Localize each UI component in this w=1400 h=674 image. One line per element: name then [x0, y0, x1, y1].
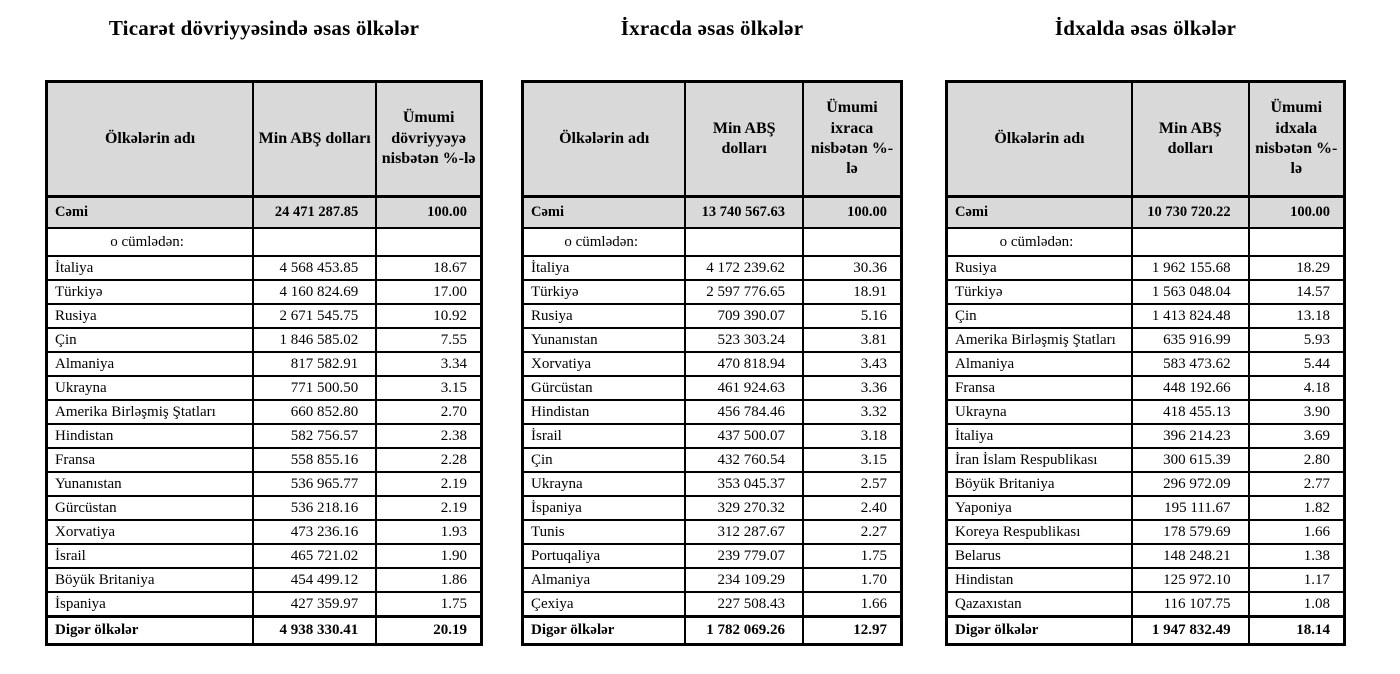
- country-percent: 4.18: [1249, 376, 1345, 400]
- country-row: [523, 448, 902, 472]
- country-row: [523, 568, 902, 592]
- country-name: İsrail: [523, 424, 686, 448]
- imports-title: İdxalda əsas ölkələr: [1054, 16, 1237, 40]
- country-value: 300 615.39: [1132, 448, 1249, 472]
- total-label: Cəmi: [523, 197, 686, 229]
- other-countries-row: [523, 617, 902, 645]
- country-row: [523, 352, 902, 376]
- country-name: Almaniya: [947, 352, 1132, 376]
- subheading-row: [947, 228, 1345, 256]
- other-countries-percent: 20.19: [376, 617, 481, 645]
- country-value: 353 045.37: [685, 472, 802, 496]
- country-percent: 10.92: [376, 304, 481, 328]
- country-value: 1 413 824.48: [1132, 304, 1249, 328]
- country-row: [523, 424, 902, 448]
- country-row: [47, 400, 482, 424]
- country-row: [523, 544, 902, 568]
- country-percent: 2.27: [803, 520, 902, 544]
- country-row: [947, 376, 1345, 400]
- country-value: 1 846 585.02: [253, 328, 376, 352]
- country-value: 432 760.54: [685, 448, 802, 472]
- country-value: 437 500.07: [685, 424, 802, 448]
- country-percent: 1.17: [1249, 568, 1345, 592]
- country-value: 583 473.62: [1132, 352, 1249, 376]
- other-countries-value: 1 782 069.26: [685, 617, 802, 645]
- trade-turnover-title: Ticarət dövriyyəsində əsas ölkələr: [108, 16, 420, 40]
- country-value: 536 965.77: [253, 472, 376, 496]
- country-value: 660 852.80: [253, 400, 376, 424]
- country-row: [47, 256, 482, 280]
- country-percent: 1.75: [803, 544, 902, 568]
- country-name: Türkiyə: [47, 280, 254, 304]
- subheading-label: o cümlədən:: [523, 228, 686, 256]
- country-value: 178 579.69: [1132, 520, 1249, 544]
- exports-title: İxracda əsas ölkələr: [620, 16, 804, 40]
- country-name: Amerika Birləşmiş Ştatları: [47, 400, 254, 424]
- country-row: [947, 424, 1345, 448]
- country-row: [47, 520, 482, 544]
- country-row: [523, 472, 902, 496]
- country-value: 427 359.97: [253, 592, 376, 617]
- column-header-0: Ölkələrin adı: [47, 82, 254, 197]
- other-countries-value: 1 947 832.49: [1132, 617, 1249, 645]
- country-percent: 17.00: [376, 280, 481, 304]
- country-percent: 1.93: [376, 520, 481, 544]
- country-row: [47, 376, 482, 400]
- country-value: 1 962 155.68: [1132, 256, 1249, 280]
- header-row: [947, 82, 1345, 197]
- country-percent: 2.38: [376, 424, 481, 448]
- country-name: Koreya Respublikası: [947, 520, 1132, 544]
- country-row: [47, 472, 482, 496]
- country-name: Gürcüstan: [523, 376, 686, 400]
- exports-section: [521, 0, 903, 646]
- country-percent: 1.82: [1249, 496, 1345, 520]
- imports-section: [945, 0, 1346, 646]
- imports-table: [945, 80, 1346, 646]
- country-row: [523, 256, 902, 280]
- country-row: [47, 304, 482, 328]
- country-value: 4 160 824.69: [253, 280, 376, 304]
- country-row: [47, 328, 482, 352]
- country-value: 461 924.63: [685, 376, 802, 400]
- country-value: 396 214.23: [1132, 424, 1249, 448]
- country-name: Çin: [947, 304, 1132, 328]
- country-percent: 3.15: [376, 376, 481, 400]
- column-header-1: Min ABŞ dolları: [253, 82, 376, 197]
- country-row: [47, 568, 482, 592]
- country-row: [947, 304, 1345, 328]
- empty-cell: [1132, 228, 1249, 256]
- country-percent: 3.81: [803, 328, 902, 352]
- country-value: 125 972.10: [1132, 568, 1249, 592]
- empty-cell: [803, 228, 902, 256]
- country-row: [47, 280, 482, 304]
- country-value: 635 916.99: [1132, 328, 1249, 352]
- country-value: 817 582.91: [253, 352, 376, 376]
- country-name: Yaponiya: [947, 496, 1132, 520]
- country-percent: 3.90: [1249, 400, 1345, 424]
- empty-cell: [253, 228, 376, 256]
- country-percent: 5.16: [803, 304, 902, 328]
- country-percent: 18.91: [803, 280, 902, 304]
- country-row: [47, 352, 482, 376]
- country-value: 2 671 545.75: [253, 304, 376, 328]
- country-percent: 2.19: [376, 472, 481, 496]
- country-percent: 5.44: [1249, 352, 1345, 376]
- country-value: 195 111.67: [1132, 496, 1249, 520]
- column-header-2: Ümumi idxala nisbətən %-lə: [1249, 82, 1345, 197]
- empty-cell: [376, 228, 481, 256]
- country-percent: 1.70: [803, 568, 902, 592]
- country-value: 771 500.50: [253, 376, 376, 400]
- column-header-2: Ümumi dövriyyəyə nisbətən %-lə: [376, 82, 481, 197]
- country-name: Almaniya: [47, 352, 254, 376]
- country-value: 456 784.46: [685, 400, 802, 424]
- country-name: Türkiyə: [523, 280, 686, 304]
- subheading-label: o cümlədən:: [47, 228, 254, 256]
- country-percent: 18.29: [1249, 256, 1345, 280]
- country-percent: 1.75: [376, 592, 481, 617]
- country-name: Hindistan: [47, 424, 254, 448]
- country-percent: 2.19: [376, 496, 481, 520]
- country-name: Hindistan: [523, 400, 686, 424]
- country-percent: 7.55: [376, 328, 481, 352]
- country-name: Ukrayna: [47, 376, 254, 400]
- other-countries-row: [47, 617, 482, 645]
- total-row: [523, 197, 902, 229]
- country-value: 4 172 239.62: [685, 256, 802, 280]
- country-row: [947, 328, 1345, 352]
- country-row: [947, 520, 1345, 544]
- country-name: Çin: [47, 328, 254, 352]
- country-value: 418 455.13: [1132, 400, 1249, 424]
- country-name: Çin: [523, 448, 686, 472]
- country-row: [947, 256, 1345, 280]
- country-name: Çexiya: [523, 592, 686, 617]
- country-value: 312 287.67: [685, 520, 802, 544]
- total-percent: 100.00: [376, 197, 481, 229]
- trade-turnover-table: [45, 80, 483, 646]
- country-row: [523, 304, 902, 328]
- country-percent: 3.15: [803, 448, 902, 472]
- country-row: [523, 376, 902, 400]
- country-row: [47, 448, 482, 472]
- empty-cell: [1249, 228, 1345, 256]
- country-row: [947, 544, 1345, 568]
- country-value: 523 303.24: [685, 328, 802, 352]
- country-name: Ukrayna: [947, 400, 1132, 424]
- country-value: 709 390.07: [685, 304, 802, 328]
- country-name: İsrail: [47, 544, 254, 568]
- country-name: Böyük Britaniya: [947, 472, 1132, 496]
- country-name: Xorvatiya: [523, 352, 686, 376]
- country-value: 454 499.12: [253, 568, 376, 592]
- country-percent: 1.38: [1249, 544, 1345, 568]
- country-name: Yunanıstan: [47, 472, 254, 496]
- country-value: 448 192.66: [1132, 376, 1249, 400]
- country-value: 1 563 048.04: [1132, 280, 1249, 304]
- country-percent: 1.08: [1249, 592, 1345, 617]
- country-percent: 2.28: [376, 448, 481, 472]
- country-value: 116 107.75: [1132, 592, 1249, 617]
- country-name: İtaliya: [523, 256, 686, 280]
- country-name: Xorvatiya: [47, 520, 254, 544]
- country-percent: 2.70: [376, 400, 481, 424]
- country-name: Amerika Birləşmiş Ştatları: [947, 328, 1132, 352]
- country-row: [947, 568, 1345, 592]
- total-value: 10 730 720.22: [1132, 197, 1249, 229]
- country-value: 473 236.16: [253, 520, 376, 544]
- country-percent: 30.36: [803, 256, 902, 280]
- country-name: Yunanıstan: [523, 328, 686, 352]
- country-row: [523, 280, 902, 304]
- other-countries-percent: 18.14: [1249, 617, 1345, 645]
- total-percent: 100.00: [1249, 197, 1345, 229]
- country-row: [947, 448, 1345, 472]
- total-row: [47, 197, 482, 229]
- column-header-0: Ölkələrin adı: [947, 82, 1132, 197]
- country-percent: 3.36: [803, 376, 902, 400]
- other-countries-value: 4 938 330.41: [253, 617, 376, 645]
- country-value: 239 779.07: [685, 544, 802, 568]
- country-name: Belarus: [947, 544, 1132, 568]
- country-value: 227 508.43: [685, 592, 802, 617]
- country-row: [47, 592, 482, 617]
- country-row: [523, 328, 902, 352]
- trade-turnover-section: [45, 0, 483, 646]
- other-countries-label: Digər ölkələr: [47, 617, 254, 645]
- total-row: [947, 197, 1345, 229]
- country-name: Tunis: [523, 520, 686, 544]
- country-percent: 18.67: [376, 256, 481, 280]
- total-label: Cəmi: [47, 197, 254, 229]
- country-value: 329 270.32: [685, 496, 802, 520]
- country-row: [523, 496, 902, 520]
- country-value: 582 756.57: [253, 424, 376, 448]
- country-value: 4 568 453.85: [253, 256, 376, 280]
- other-countries-percent: 12.97: [803, 617, 902, 645]
- country-value: 536 218.16: [253, 496, 376, 520]
- country-percent: 2.80: [1249, 448, 1345, 472]
- country-row: [523, 592, 902, 617]
- country-row: [47, 424, 482, 448]
- total-label: Cəmi: [947, 197, 1132, 229]
- country-name: Rusiya: [523, 304, 686, 328]
- column-header-0: Ölkələrin adı: [523, 82, 686, 197]
- country-percent: 1.90: [376, 544, 481, 568]
- country-percent: 3.32: [803, 400, 902, 424]
- country-value: 465 721.02: [253, 544, 376, 568]
- country-percent: 3.43: [803, 352, 902, 376]
- country-name: Fransa: [47, 448, 254, 472]
- country-percent: 1.66: [803, 592, 902, 617]
- subheading-label: o cümlədən:: [947, 228, 1132, 256]
- country-name: Türkiyə: [947, 280, 1132, 304]
- country-percent: 14.57: [1249, 280, 1345, 304]
- country-value: 470 818.94: [685, 352, 802, 376]
- country-name: Gürcüstan: [47, 496, 254, 520]
- country-row: [947, 496, 1345, 520]
- country-row: [523, 520, 902, 544]
- country-name: İtaliya: [947, 424, 1132, 448]
- country-row: [47, 496, 482, 520]
- country-row: [523, 400, 902, 424]
- country-percent: 3.69: [1249, 424, 1345, 448]
- country-row: [947, 280, 1345, 304]
- country-row: [47, 544, 482, 568]
- country-row: [947, 352, 1345, 376]
- country-name: Rusiya: [47, 304, 254, 328]
- country-name: İran İslam Respublikası: [947, 448, 1132, 472]
- subheading-row: [523, 228, 902, 256]
- column-header-1: Min ABŞ dolları: [1132, 82, 1249, 197]
- country-percent: 1.86: [376, 568, 481, 592]
- country-name: Rusiya: [947, 256, 1132, 280]
- other-countries-label: Digər ölkələr: [523, 617, 686, 645]
- country-value: 558 855.16: [253, 448, 376, 472]
- country-percent: 13.18: [1249, 304, 1345, 328]
- country-name: Almaniya: [523, 568, 686, 592]
- other-countries-row: [947, 617, 1345, 645]
- country-percent: 2.40: [803, 496, 902, 520]
- country-name: İspaniya: [523, 496, 686, 520]
- country-row: [947, 592, 1345, 617]
- country-percent: 3.34: [376, 352, 481, 376]
- country-percent: 5.93: [1249, 328, 1345, 352]
- country-percent: 1.66: [1249, 520, 1345, 544]
- country-value: 296 972.09: [1132, 472, 1249, 496]
- country-name: Ukrayna: [523, 472, 686, 496]
- country-name: İspaniya: [47, 592, 254, 617]
- country-name: Qazaxıstan: [947, 592, 1132, 617]
- country-name: Hindistan: [947, 568, 1132, 592]
- country-percent: 2.77: [1249, 472, 1345, 496]
- country-name: Fransa: [947, 376, 1132, 400]
- country-row: [947, 472, 1345, 496]
- exports-table: [521, 80, 903, 646]
- country-percent: 2.57: [803, 472, 902, 496]
- column-header-1: Min ABŞ dolları: [685, 82, 802, 197]
- country-value: 2 597 776.65: [685, 280, 802, 304]
- country-value: 148 248.21: [1132, 544, 1249, 568]
- country-name: İtaliya: [47, 256, 254, 280]
- header-row: [47, 82, 482, 197]
- empty-cell: [685, 228, 802, 256]
- total-value: 24 471 287.85: [253, 197, 376, 229]
- total-value: 13 740 567.63: [685, 197, 802, 229]
- country-name: Portuqaliya: [523, 544, 686, 568]
- header-row: [523, 82, 902, 197]
- total-percent: 100.00: [803, 197, 902, 229]
- country-name: Böyük Britaniya: [47, 568, 254, 592]
- subheading-row: [47, 228, 482, 256]
- other-countries-label: Digər ölkələr: [947, 617, 1132, 645]
- country-row: [947, 400, 1345, 424]
- country-value: 234 109.29: [685, 568, 802, 592]
- country-percent: 3.18: [803, 424, 902, 448]
- column-header-2: Ümumi ixraca nisbətən %-lə: [803, 82, 902, 197]
